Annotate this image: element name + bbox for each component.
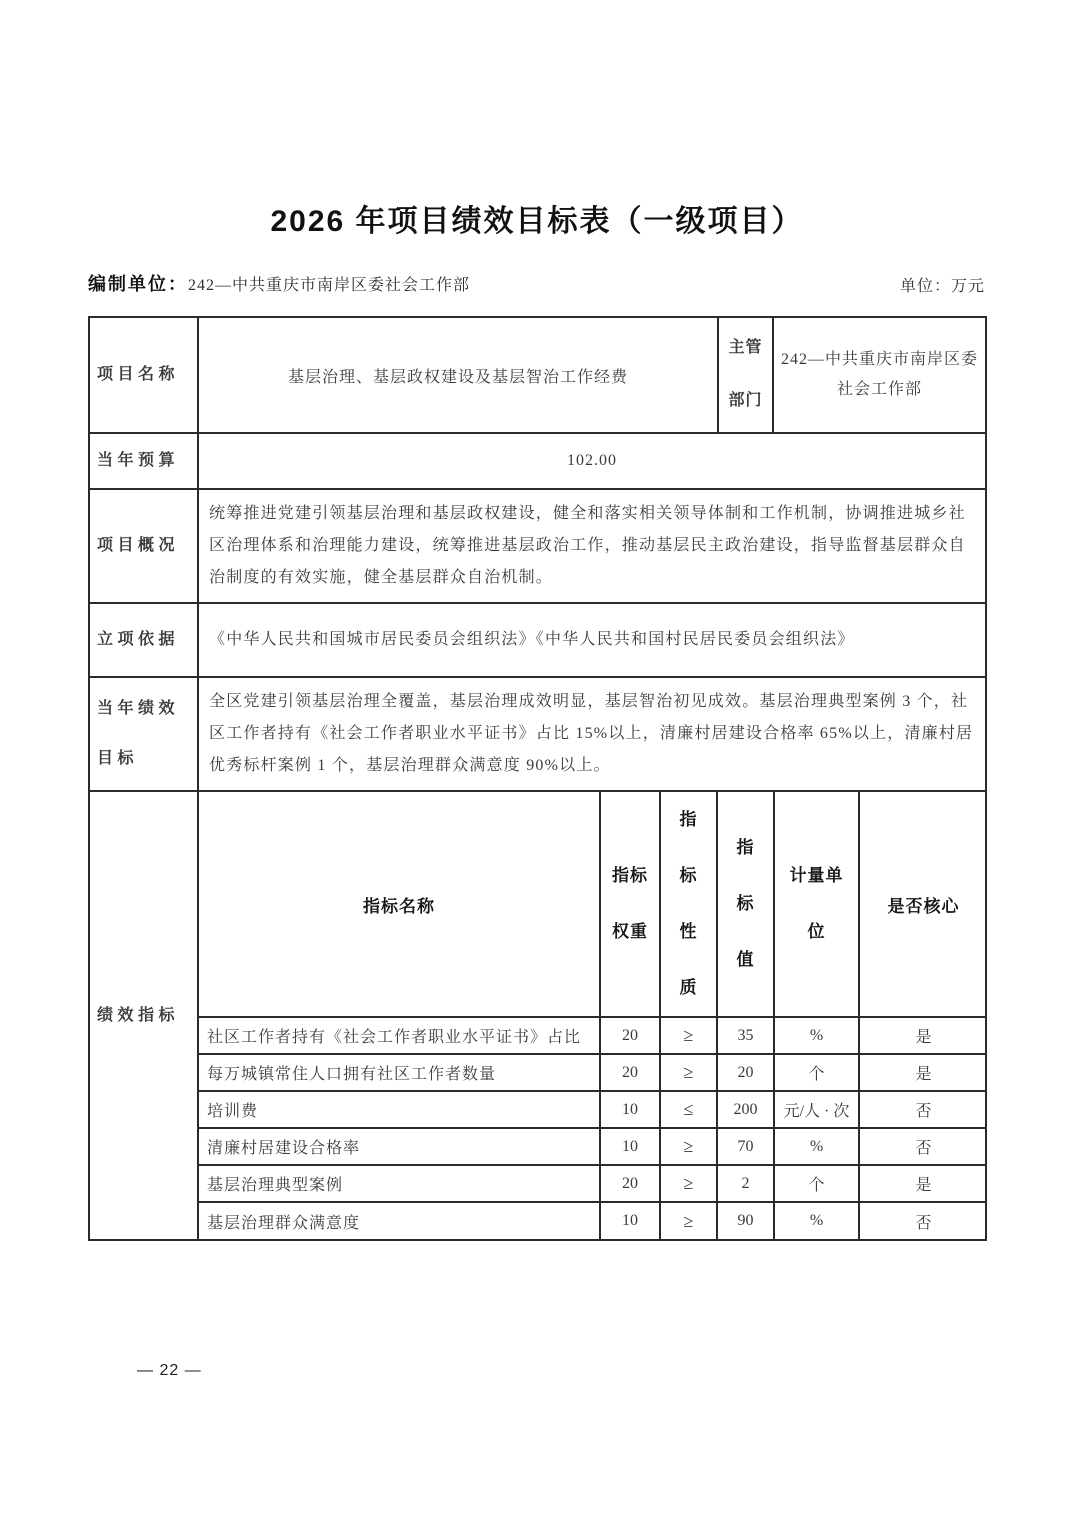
- page-number: — 22 —: [137, 1362, 202, 1379]
- indicator-unit: 个: [774, 1054, 859, 1091]
- project-name-value: 基层治理、基层政权建设及基层智治工作经费: [198, 317, 718, 433]
- indicator-unit: %: [774, 1128, 859, 1165]
- indicator-header-value: 指标值: [717, 792, 774, 1017]
- indicator-row: [199, 1128, 987, 1165]
- project-name-label: 项目名称: [89, 317, 198, 433]
- indicator-unit: %: [774, 1017, 859, 1054]
- page-title: 2026 年项目绩效目标表（一级项目）: [270, 205, 804, 238]
- indicator-row: [199, 1091, 987, 1128]
- supervisor-label: 主管部门: [718, 317, 773, 433]
- supervisor-value: 242—中共重庆市南岸区委社会工作部: [773, 317, 986, 433]
- indicator-name: 基层治理群众满意度: [199, 1202, 600, 1239]
- indicator-name: 每万城镇常住人口拥有社区工作者数量: [199, 1054, 600, 1091]
- target-label: 当年绩效目标: [89, 677, 198, 791]
- table-row: [89, 677, 986, 791]
- indicators-table-host: [198, 791, 986, 1240]
- indicator-name: 清廉村居建设合格率: [199, 1128, 600, 1165]
- indicator-value: 20: [717, 1054, 774, 1091]
- indicator-row: [199, 1165, 987, 1202]
- indicator-weight: 20: [600, 1165, 660, 1202]
- indicator-nature: ≥: [660, 1128, 717, 1165]
- indicator-name: 社区工作者持有《社会工作者职业水平证书》占比: [199, 1017, 600, 1054]
- basis-label: 立项依据: [89, 603, 198, 677]
- indicator-value: 70: [717, 1128, 774, 1165]
- indicator-table: [199, 792, 987, 1239]
- prepared-by-label: 编制单位：: [88, 274, 188, 294]
- indicator-name: 培训费: [199, 1091, 600, 1128]
- indicator-name: 基层治理典型案例: [199, 1165, 600, 1202]
- indicator-nature: ≥: [660, 1165, 717, 1202]
- indicator-unit: 元/人 · 次: [774, 1091, 859, 1128]
- table-row: [89, 489, 986, 603]
- table-row: [89, 603, 986, 677]
- indicator-value: 35: [717, 1017, 774, 1054]
- indicator-row: [199, 1017, 987, 1054]
- indicator-core: 是: [859, 1165, 987, 1202]
- unit-note: 单位：万元: [899, 278, 985, 295]
- table-row: [89, 433, 986, 489]
- indicator-header-weight: 指标权重: [600, 792, 660, 1017]
- indicator-weight: 10: [600, 1128, 660, 1165]
- meta-row: [88, 270, 985, 296]
- indicator-row: [199, 1054, 987, 1091]
- indicator-weight: 20: [600, 1017, 660, 1054]
- table-row: [89, 791, 986, 1240]
- overview-text: 统筹推进党建引领基层治理和基层政权建设，健全和落实相关领导体制和工作机制，协调推进城乡社区治理体系和治理能力建设，统筹推进基层政治工作，推动基层民主政治建设，指导监督基层群众自治制度的有效实施，健全基层群众自治机制。: [198, 489, 986, 603]
- budget-label: 当年预算: [89, 433, 198, 489]
- indicator-row: [199, 1202, 987, 1239]
- indicator-core: 是: [859, 1054, 987, 1091]
- indicator-weight: 10: [600, 1202, 660, 1239]
- prepared-by: [88, 270, 470, 296]
- indicator-weight: 20: [600, 1054, 660, 1091]
- budget-value: 102.00: [198, 433, 986, 489]
- indicator-value: 200: [717, 1091, 774, 1128]
- basis-text: 《中华人民共和国城市居民委员会组织法》《中华人民共和国村民居民委员会组织法》: [198, 603, 986, 677]
- indicator-value: 90: [717, 1202, 774, 1239]
- indicator-header-row: [199, 792, 987, 1017]
- indicator-unit: %: [774, 1202, 859, 1239]
- indicator-nature: ≥: [660, 1017, 717, 1054]
- prepared-by-value: 242—中共重庆市南岸区委社会工作部: [188, 277, 471, 294]
- indicator-header-nature: 指标性质: [660, 792, 717, 1017]
- indicator-nature: ≥: [660, 1054, 717, 1091]
- indicators-label: 绩效指标: [89, 791, 198, 1240]
- overview-label: 项目概况: [89, 489, 198, 603]
- indicator-weight: 10: [600, 1091, 660, 1128]
- performance-target-table: [88, 316, 987, 1241]
- indicator-header-unit: 计量单位: [774, 792, 859, 1017]
- indicator-core: 否: [859, 1128, 987, 1165]
- target-text: 全区党建引领基层治理全覆盖，基层治理成效明显，基层智治初见成效。基层治理典型案例 3 个，社区工作者持有《社会工作者职业水平证书》占比 15%以上，清廉村居建设合格率 65%以上，清廉村居优秀标杆案例 1 个，基层治理群众满意度 90%以上。: [198, 677, 986, 791]
- indicator-header-core: 是否核心: [859, 792, 987, 1017]
- indicator-nature: ≥: [660, 1202, 717, 1239]
- indicator-nature: ≤: [660, 1091, 717, 1128]
- indicator-core: 否: [859, 1202, 987, 1239]
- indicator-header-name: 指标名称: [199, 792, 600, 1017]
- indicator-value: 2: [717, 1165, 774, 1202]
- indicator-unit: 个: [774, 1165, 859, 1202]
- indicator-core: 是: [859, 1017, 987, 1054]
- indicator-core: 否: [859, 1091, 987, 1128]
- table-row: [89, 317, 986, 433]
